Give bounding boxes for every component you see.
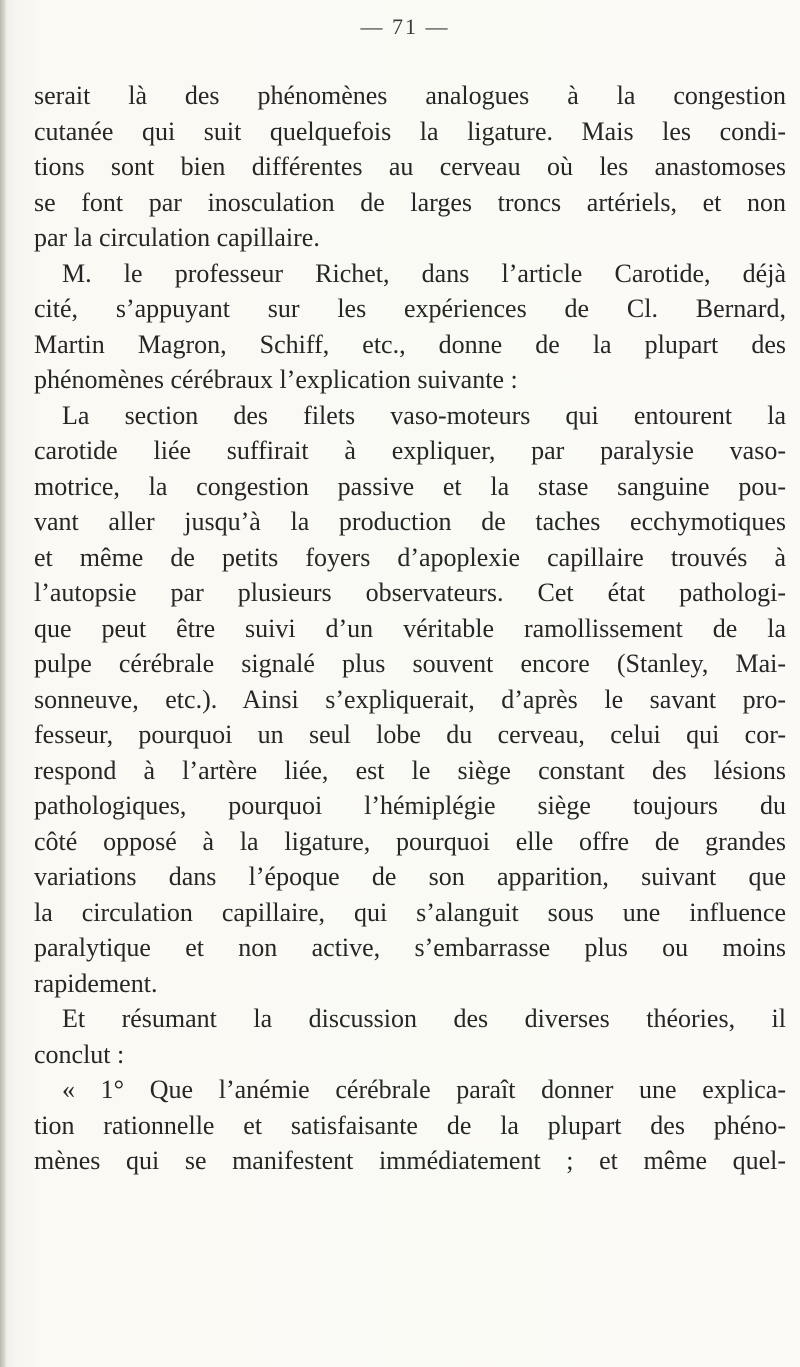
- text-line: fesseur, pourquoi un seul lobe du cerveau, celui qui cor-: [34, 720, 786, 749]
- text-line: pulpe cérébrale signalé plus souvent encore (Stanley, Mai-: [34, 649, 786, 678]
- text-line: rapidement.: [34, 968, 158, 998]
- text-line: paralytique et non active, s’embarrasse plus ou moins: [34, 933, 786, 962]
- text-line: M. le professeur Richet, dans l’article Carotide, déjà: [62, 258, 786, 288]
- text-line: par la circulation capillaire.: [34, 223, 320, 252]
- text-line: que peut être suivi d’un véritable ramollissement de la: [34, 613, 786, 643]
- text-line: et même de petits foyers d’apoplexie capillaire trouvés à: [34, 542, 786, 572]
- text-line: cité, s’appuyant sur les expériences de Cl. Bernard,: [34, 294, 786, 323]
- text-line: la circulation capillaire, qui s’alanguit sous une influence: [34, 897, 786, 927]
- text-line: cutanée qui suit quelquefois la ligature. Mais les condi-: [34, 116, 786, 146]
- text-line: pathologiques, pourquoi l’hémiplégie siège toujours du: [34, 791, 786, 820]
- text-line: côté opposé à la ligature, pourquoi elle offre de grandes: [34, 826, 786, 856]
- text-line: sonneuve, etc.). Ainsi s’expliquerait, d’après le savant pro-: [34, 684, 786, 714]
- text-line: La section des filets vaso-moteurs qui entourent la: [62, 400, 786, 430]
- text-line: mènes qui se manifestent immédiatement ; et même quel-: [34, 1146, 786, 1175]
- text-line: tions sont bien différentes au cerveau où les anastomoses: [34, 152, 786, 181]
- text-line: respond à l’artère liée, est le siège constant des lésions: [34, 755, 786, 785]
- text-line: Martin Magron, Schiff, etc., donne de la plupart des: [34, 329, 786, 359]
- text-line: variations dans l’époque de son apparition, suivant que: [34, 862, 786, 891]
- text-line: serait là des phénomènes analogues à la congestion: [34, 81, 786, 110]
- text-line: « 1° Que l’anémie cérébrale paraît donner une explica-: [62, 1075, 786, 1104]
- text-line: l’autopsie par plusieurs observateurs. Cet état pathologi-: [34, 578, 786, 607]
- page-binding-edge: [0, 0, 6, 1367]
- page-number: — 71 —: [360, 14, 450, 39]
- text-line: carotide liée suffirait à expliquer, par paralysie vaso-: [34, 436, 786, 465]
- text-line: phénomènes cérébraux l’explication suivante :: [34, 365, 518, 394]
- body-text: [34, 78, 786, 1179]
- text-line: motrice, la congestion passive et la stase sanguine pou-: [34, 471, 786, 501]
- text-line: vant aller jusqu’à la production de taches ecchymotiques: [34, 507, 786, 536]
- text-line: conclut :: [34, 1039, 125, 1069]
- text-line: Et résumant la discussion des diverses théories, il: [62, 1004, 786, 1033]
- text-line: tion rationnelle et satisfaisante de la plupart des phéno-: [34, 1110, 786, 1140]
- text-line: se font par inosculation de larges troncs artériels, et non: [34, 187, 786, 217]
